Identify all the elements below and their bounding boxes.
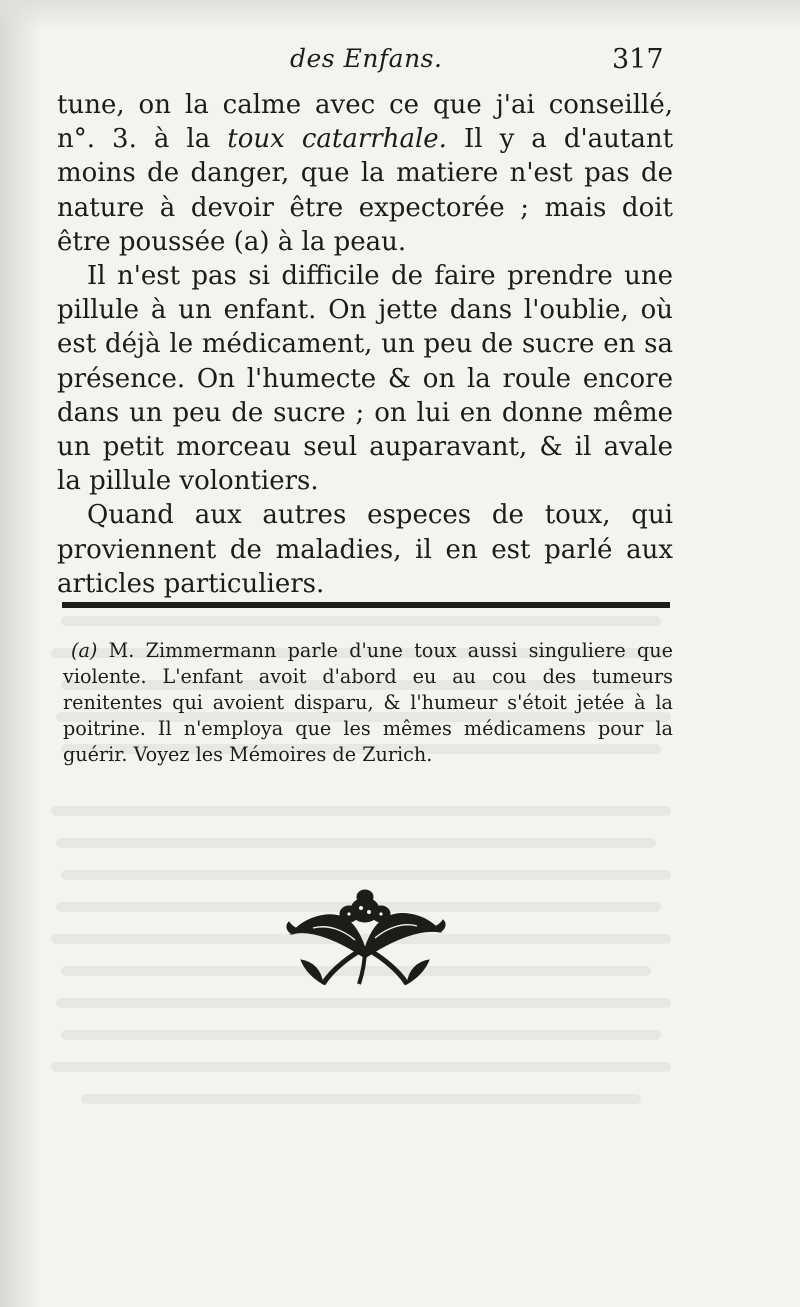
footnote-mark: (a) bbox=[71, 639, 98, 662]
footnote-text: M. Zimmermann parle d'une toux aussi singuliere que violente. L'enfant avoit d'abord eu au cou des tumeurs renitentes qui avoient disparu, & l'humeur s'étoit jetée à la poitrine. Il n'employa que les mêmes médicamens pour la guérir. Voyez les Mémoires de Zurich. bbox=[63, 639, 673, 766]
paragraph-2: Il n'est pas si difficile de faire prendre une pillule à un enfant. On jette dans l'oublie, où est déjà le médicament, un peu de sucre en sa présence. On l'humecte & on la roule encore dans un peu de sucre ; on lui en donne même un petit morceau seul auparavant, & il avale la pillule volontiers. bbox=[57, 261, 673, 497]
paragraph-1 bbox=[57, 88, 673, 259]
footnote-separator-rule bbox=[62, 602, 670, 608]
footnote bbox=[63, 638, 673, 768]
paragraph-3: Quand aux autres especes de toux, qui proviennent de maladies, il en est parlé aux articles particuliers. bbox=[57, 500, 673, 599]
footnote-paragraph bbox=[63, 638, 673, 768]
page-top-shadow bbox=[0, 0, 800, 30]
paragraph-1-end: Il y a d'autant moins de danger, que la matiere n'est pas de nature à devoir être expectorée ; mais doit être poussée (a) à la peau. bbox=[57, 124, 674, 257]
page-number: 317 bbox=[612, 44, 664, 75]
running-title: des Enfans. bbox=[290, 44, 443, 73]
main-text bbox=[57, 88, 673, 601]
floral-vignette-icon bbox=[283, 888, 448, 988]
paragraph-1-italic: toux catarrhale. bbox=[227, 124, 447, 155]
paragraph-1-start: tune, on la calme avec ce que j'ai conseillé, n°. 3. à la bbox=[57, 90, 673, 155]
